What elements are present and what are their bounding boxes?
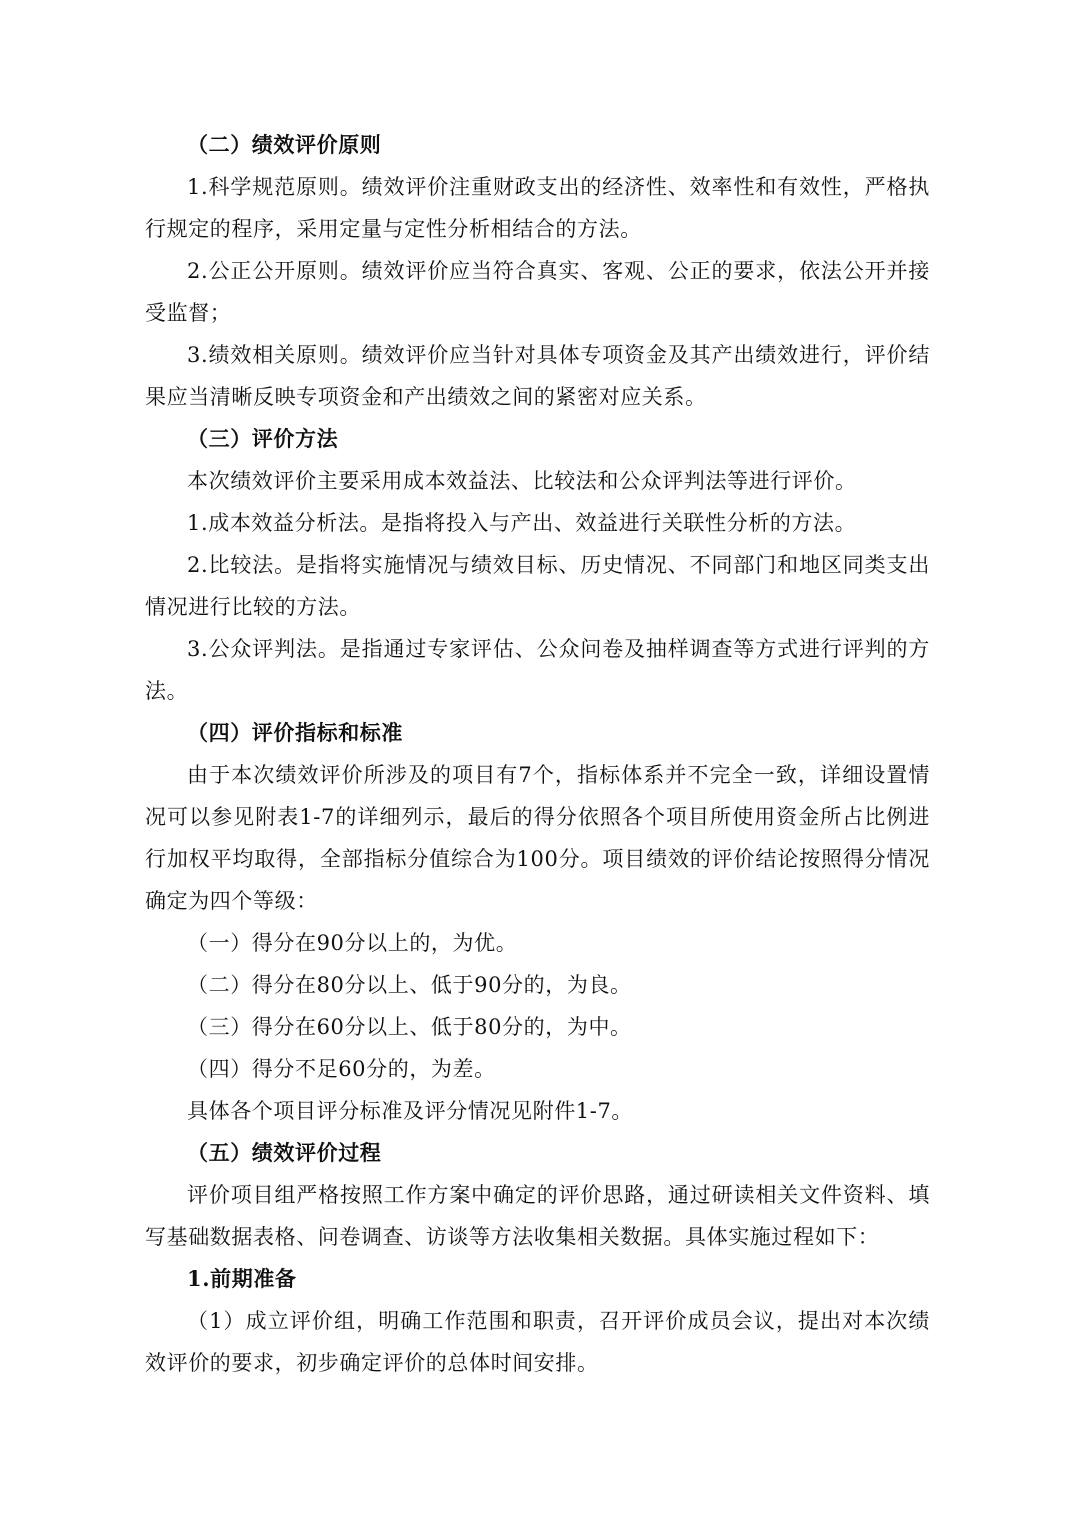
- subsection-heading: 1.前期准备: [187, 1266, 297, 1291]
- paragraph-line: 3.公众评判法。是指通过专家评估、公众问卷及抽样调查等方式进行评判的方: [187, 637, 930, 661]
- paragraph-line: 法。: [145, 679, 189, 703]
- paragraph-line: 具体各个项目评分标准及评分情况见附件1-7。: [187, 1099, 634, 1123]
- document-body: [145, 124, 930, 1384]
- paragraph-line: 受监督；: [145, 301, 232, 325]
- paragraph-line: （1）成立评价组，明确工作范围和职责，召开评价成员会议，提出对本次绩: [187, 1309, 930, 1333]
- paragraph-line: 行加权平均取得，全部指标分值综合为100分。项目绩效的评价结论按照得分情况: [145, 847, 930, 871]
- paragraph-line: 1.成本效益分析法。是指将投入与产出、效益进行关联性分析的方法。: [187, 511, 857, 535]
- paragraph-line: 行规定的程序，采用定量与定性分析相结合的方法。: [145, 217, 642, 241]
- paragraph-line: 效评价的要求，初步确定评价的总体时间安排。: [145, 1351, 599, 1375]
- section-heading: （三）评价方法: [187, 426, 339, 451]
- list-item: （一）得分在90分以上的，为优。: [187, 931, 518, 955]
- paragraph-line: 由于本次绩效评价所涉及的项目有7个，指标体系并不完全一致，详细设置情: [187, 763, 930, 787]
- list-item: （四）得分不足60分的，为差。: [187, 1057, 496, 1081]
- paragraph-line: 情况进行比较的方法。: [145, 595, 361, 619]
- paragraph-line: 况可以参见附表1-7的详细列示，最后的得分依照各个项目所使用资金所占比例进: [145, 805, 930, 829]
- paragraph-line: 写基础数据表格、问卷调查、访谈等方法收集相关数据。具体实施过程如下：: [145, 1225, 880, 1249]
- paragraph-line: 确定为四个等级：: [145, 889, 318, 913]
- section-heading: （五）绩效评价过程: [187, 1140, 382, 1165]
- paragraph-line: 2.比较法。是指将实施情况与绩效目标、历史情况、不同部门和地区同类支出: [187, 553, 930, 577]
- paragraph-line: 评价项目组严格按照工作方案中确定的评价思路，通过研读相关文件资料、填: [187, 1183, 930, 1207]
- paragraph-line: 3.绩效相关原则。绩效评价应当针对具体专项资金及其产出绩效进行，评价结: [187, 343, 930, 367]
- paragraph-line: 2.公正公开原则。绩效评价应当符合真实、客观、公正的要求，依法公开并接: [187, 259, 930, 283]
- paragraph-line: 果应当清晰反映专项资金和产出绩效之间的紧密对应关系。: [145, 385, 707, 409]
- section-heading: （二）绩效评价原则: [187, 132, 382, 157]
- list-item: （二）得分在80分以上、低于90分的，为良。: [187, 973, 632, 997]
- section-heading: （四）评价指标和标准: [187, 720, 403, 745]
- paragraph-line: 1.科学规范原则。绩效评价注重财政支出的经济性、效率性和有效性，严格执: [187, 175, 930, 199]
- list-item: （三）得分在60分以上、低于80分的，为中。: [187, 1015, 632, 1039]
- paragraph-line: 本次绩效评价主要采用成本效益法、比较法和公众评判法等进行评价。: [187, 469, 857, 493]
